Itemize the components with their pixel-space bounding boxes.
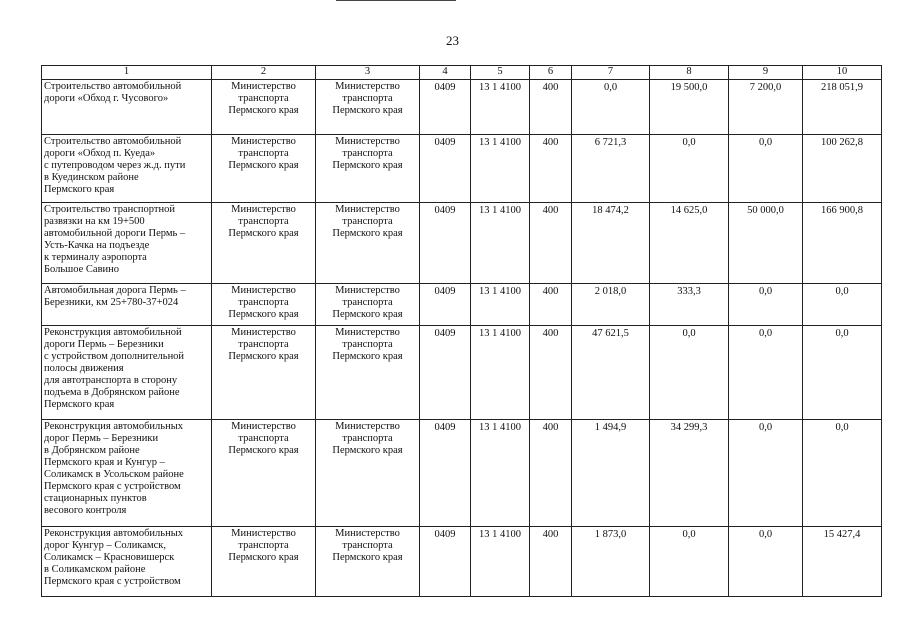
responsible-cell-line: Министерство — [231, 327, 296, 338]
amount-cell-8: 34 299,3 — [650, 420, 729, 527]
amount-cell-8: 0,0 — [650, 326, 729, 420]
responsible-cell-line: транспорта — [238, 297, 289, 308]
section-code-cell: 0409 — [420, 326, 471, 420]
amount-cell-7: 2 018,0 — [572, 284, 650, 326]
expense-type-cell: 400 — [530, 135, 572, 203]
target-article-cell: 13 1 4100 — [471, 527, 530, 597]
object-name-cell-line: Реконструкция автомобильных — [44, 421, 183, 432]
customer-cell-line: Министерство — [335, 81, 400, 92]
responsible-cell-line: Пермского края — [228, 309, 299, 320]
amount-cell-10: 0,0 — [803, 420, 882, 527]
object-name-cell-line: стационарных пунктов — [44, 493, 147, 504]
column-header: 9 — [729, 66, 803, 80]
object-name-cell — [42, 527, 212, 597]
object-name-cell — [42, 284, 212, 326]
customer-cell-line: Пермского края — [332, 552, 403, 563]
customer-cell-line: транспорта — [342, 216, 393, 227]
customer-cell-line: Министерство — [335, 136, 400, 147]
responsible-cell-line: Пермского края — [228, 552, 299, 563]
object-name-cell-line: Пермского края с устройством — [44, 576, 181, 587]
object-name-cell-line: Строительство транспортной — [44, 204, 175, 215]
object-name-cell-line: Усть-Качка на подъезде — [44, 240, 150, 251]
amount-cell-7: 18 474,2 — [572, 203, 650, 284]
responsible-cell-line: Пермского края — [228, 228, 299, 239]
responsible-cell-line: Пермского края — [228, 105, 299, 116]
object-name-cell — [42, 203, 212, 284]
object-name-cell-line: Пермского края — [44, 184, 115, 195]
amount-cell-7: 47 621,5 — [572, 326, 650, 420]
object-name-cell-line: в Соликамском районе — [44, 564, 146, 575]
budget-table — [41, 65, 882, 597]
table-row — [42, 135, 882, 203]
expense-type-cell: 400 — [530, 527, 572, 597]
amount-cell-7: 1 494,9 — [572, 420, 650, 527]
customer-cell-line: Министерство — [335, 204, 400, 215]
amount-cell-9: 0,0 — [729, 326, 803, 420]
column-header: 5 — [471, 66, 530, 80]
customer-cell-line: Министерство — [335, 528, 400, 539]
amount-cell-9: 0,0 — [729, 420, 803, 527]
amount-cell-10: 166 900,8 — [803, 203, 882, 284]
expense-type-cell: 400 — [530, 203, 572, 284]
responsible-cell-line: Пермского края — [228, 445, 299, 456]
responsible-cell-line: транспорта — [238, 148, 289, 159]
object-name-cell-line: весового контроля — [44, 505, 127, 516]
amount-cell-8: 333,3 — [650, 284, 729, 326]
customer-cell — [316, 326, 420, 420]
expense-type-cell: 400 — [530, 284, 572, 326]
customer-cell-line: Министерство — [335, 285, 400, 296]
object-name-cell-line: Березники, км 25+780-37+024 — [44, 297, 179, 308]
object-name-cell-line: с устройством дополнительной — [44, 351, 185, 362]
object-name-cell — [42, 420, 212, 527]
customer-cell-line: транспорта — [342, 433, 393, 444]
amount-cell-10: 100 262,8 — [803, 135, 882, 203]
object-name-cell-line: для автотранспорта в сторону — [44, 375, 178, 386]
column-header: 4 — [420, 66, 471, 80]
customer-cell-line: Пермского края — [332, 105, 403, 116]
customer-cell — [316, 80, 420, 135]
object-name-cell-line: в Куединском районе — [44, 172, 139, 183]
amount-cell-9: 0,0 — [729, 527, 803, 597]
customer-cell-line: Пермского края — [332, 351, 403, 362]
responsible-cell — [212, 80, 316, 135]
responsible-cell-line: транспорта — [238, 433, 289, 444]
object-name-cell-line: дороги «Обход г. Чусового» — [44, 93, 169, 104]
object-name-cell-line: дорог Кунгур – Соликамск, — [44, 540, 167, 551]
responsible-cell-line: транспорта — [238, 216, 289, 227]
object-name-cell — [42, 80, 212, 135]
expense-type-cell: 400 — [530, 80, 572, 135]
object-name-cell-line: дорог Пермь – Березники — [44, 433, 159, 444]
object-name-cell-line: Соликамск – Красновишерск — [44, 552, 175, 563]
customer-cell-line: Пермского края — [332, 309, 403, 320]
object-name-cell-line: с путепроводом через ж.д. пути — [44, 160, 186, 171]
table-row — [42, 420, 882, 527]
column-header: 10 — [803, 66, 882, 80]
object-name-cell-line: Большое Савино — [44, 264, 120, 275]
amount-cell-9: 0,0 — [729, 135, 803, 203]
column-header: 8 — [650, 66, 729, 80]
object-name-cell — [42, 326, 212, 420]
customer-cell — [316, 527, 420, 597]
amount-cell-8: 0,0 — [650, 527, 729, 597]
section-code-cell: 0409 — [420, 80, 471, 135]
target-article-cell: 13 1 4100 — [471, 203, 530, 284]
responsible-cell-line: транспорта — [238, 93, 289, 104]
amount-cell-9: 50 000,0 — [729, 203, 803, 284]
amount-cell-7: 6 721,3 — [572, 135, 650, 203]
amount-cell-8: 14 625,0 — [650, 203, 729, 284]
responsible-cell-line: транспорта — [238, 339, 289, 350]
responsible-cell — [212, 135, 316, 203]
object-name-cell-line: Пермского края — [44, 399, 115, 410]
target-article-cell: 13 1 4100 — [471, 284, 530, 326]
customer-cell-line: транспорта — [342, 339, 393, 350]
responsible-cell-line: транспорта — [238, 540, 289, 551]
customer-cell — [316, 203, 420, 284]
top-edge-line — [336, 0, 456, 1]
object-name-cell-line: Строительство автомобильной — [44, 81, 182, 92]
responsible-cell-line: Министерство — [231, 136, 296, 147]
amount-cell-8: 19 500,0 — [650, 80, 729, 135]
amount-cell-7: 1 873,0 — [572, 527, 650, 597]
customer-cell-line: Министерство — [335, 421, 400, 432]
responsible-cell-line: Министерство — [231, 81, 296, 92]
customer-cell-line: Пермского края — [332, 160, 403, 171]
object-name-cell-line: Строительство автомобильной — [44, 136, 182, 147]
customer-cell-line: Пермского края — [332, 228, 403, 239]
object-name-cell-line: Пермского края с устройством — [44, 481, 181, 492]
object-name-cell-line: Пермского края и Кунгур – — [44, 457, 165, 468]
customer-cell — [316, 135, 420, 203]
responsible-cell — [212, 420, 316, 527]
expense-type-cell: 400 — [530, 420, 572, 527]
responsible-cell-line: Министерство — [231, 285, 296, 296]
responsible-cell-line: Пермского края — [228, 351, 299, 362]
object-name-cell-line: Автомобильная дорога Пермь – — [44, 285, 186, 296]
table-row — [42, 284, 882, 326]
object-name-cell-line: Реконструкция автомобильных — [44, 528, 183, 539]
customer-cell-line: Министерство — [335, 327, 400, 338]
object-name-cell-line: автомобильной дороги Пермь – — [44, 228, 186, 239]
column-header: 3 — [316, 66, 420, 80]
responsible-cell-line: Министерство — [231, 528, 296, 539]
responsible-cell — [212, 326, 316, 420]
responsible-cell-line: Пермского края — [228, 160, 299, 171]
table-row — [42, 80, 882, 135]
customer-cell-line: транспорта — [342, 297, 393, 308]
column-header: 7 — [572, 66, 650, 80]
object-name-cell-line: дороги Пермь – Березники — [44, 339, 164, 350]
target-article-cell: 13 1 4100 — [471, 326, 530, 420]
target-article-cell: 13 1 4100 — [471, 135, 530, 203]
section-code-cell: 0409 — [420, 203, 471, 284]
object-name-cell — [42, 135, 212, 203]
target-article-cell: 13 1 4100 — [471, 420, 530, 527]
expense-type-cell: 400 — [530, 326, 572, 420]
amount-cell-9: 0,0 — [729, 284, 803, 326]
column-header: 2 — [212, 66, 316, 80]
object-name-cell-line: дороги «Обход п. Куеда» — [44, 148, 156, 159]
amount-cell-10: 0,0 — [803, 284, 882, 326]
customer-cell-line: Пермского края — [332, 445, 403, 456]
section-code-cell: 0409 — [420, 135, 471, 203]
responsible-cell — [212, 284, 316, 326]
object-name-cell-line: Реконструкция автомобильной — [44, 327, 182, 338]
object-name-cell-line: в Добрянском районе — [44, 445, 140, 456]
amount-cell-9: 7 200,0 — [729, 80, 803, 135]
amount-cell-8: 0,0 — [650, 135, 729, 203]
object-name-cell-line: к терминалу аэропорта — [44, 252, 147, 263]
object-name-cell-line: полосы движения — [44, 363, 124, 374]
responsible-cell-line: Министерство — [231, 204, 296, 215]
customer-cell — [316, 420, 420, 527]
column-header: 1 — [42, 66, 212, 80]
responsible-cell — [212, 203, 316, 284]
object-name-cell-line: Соликамск в Усольском районе — [44, 469, 184, 480]
amount-cell-10: 0,0 — [803, 326, 882, 420]
section-code-cell: 0409 — [420, 420, 471, 527]
target-article-cell: 13 1 4100 — [471, 80, 530, 135]
customer-cell — [316, 284, 420, 326]
header-row — [42, 66, 882, 80]
table-row — [42, 527, 882, 597]
amount-cell-10: 218 051,9 — [803, 80, 882, 135]
object-name-cell-line: развязки на км 19+500 — [44, 216, 145, 227]
customer-cell-line: транспорта — [342, 148, 393, 159]
table-row — [42, 203, 882, 284]
table-row — [42, 326, 882, 420]
column-header: 6 — [530, 66, 572, 80]
responsible-cell — [212, 527, 316, 597]
amount-cell-10: 15 427,4 — [803, 527, 882, 597]
customer-cell-line: транспорта — [342, 93, 393, 104]
object-name-cell-line: подъема в Добрянском районе — [44, 387, 180, 398]
page-number: 23 — [446, 33, 459, 48]
section-code-cell: 0409 — [420, 284, 471, 326]
section-code-cell: 0409 — [420, 527, 471, 597]
customer-cell-line: транспорта — [342, 540, 393, 551]
amount-cell-7: 0,0 — [572, 80, 650, 135]
responsible-cell-line: Министерство — [231, 421, 296, 432]
